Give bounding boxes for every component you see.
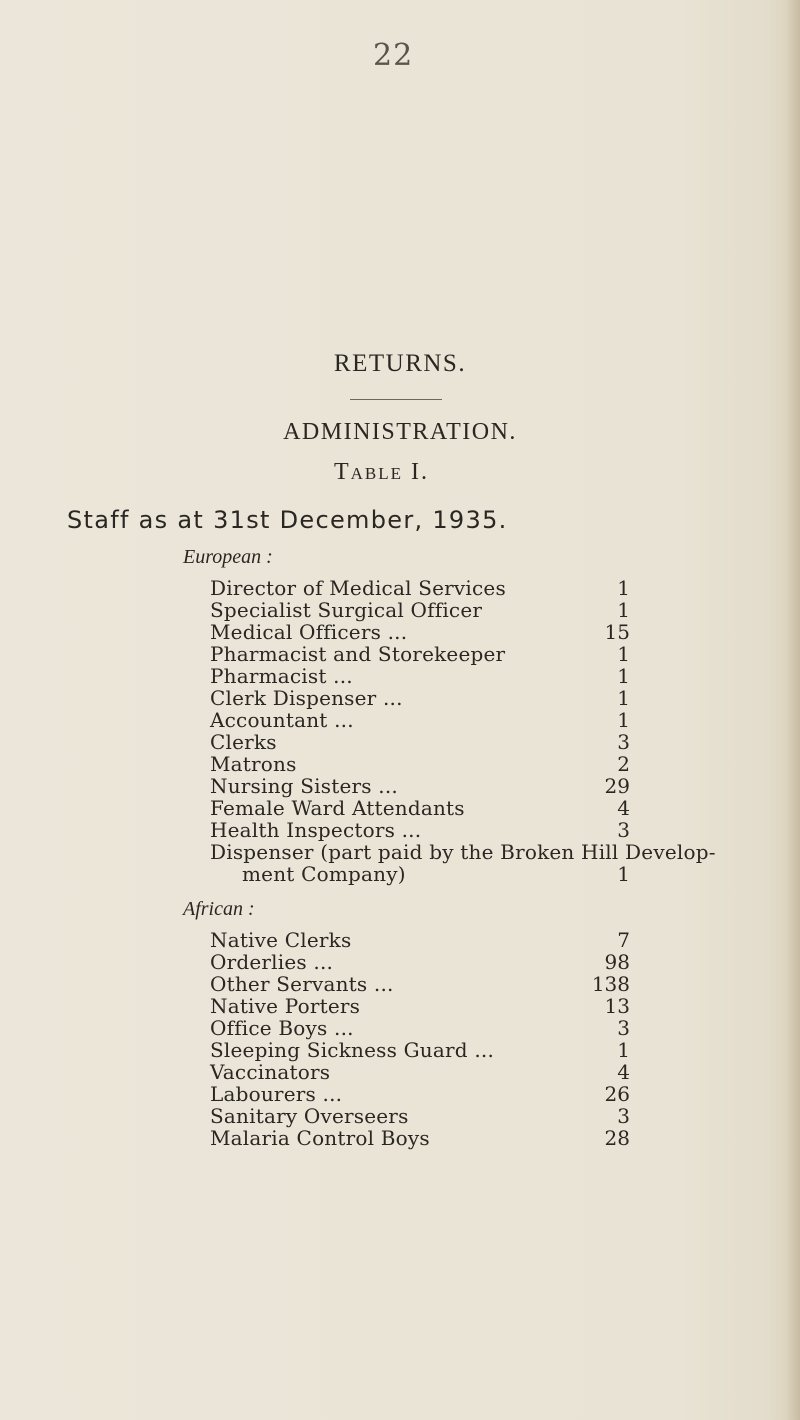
row-label: Nursing Sisters ...: [210, 774, 398, 798]
row-label: Native Porters: [210, 994, 361, 1018]
table-row: [210, 950, 630, 972]
row-label: Clerk Dispenser ...: [210, 686, 403, 710]
row-value: 98: [604, 950, 630, 974]
row-label: Sanitary Overseers: [210, 1104, 409, 1128]
row-value: 2: [617, 752, 630, 776]
row-value: 4: [617, 796, 630, 820]
row-value: 1: [617, 642, 630, 666]
row-value: 1: [617, 862, 630, 886]
row-label: Specialist Surgical Officer: [210, 598, 483, 622]
european-section-label: European :: [183, 546, 273, 568]
table-row: [210, 642, 630, 664]
row-label: Director of Medical Services: [210, 576, 506, 600]
african-section-label: African :: [183, 898, 255, 920]
table-row: [210, 664, 630, 686]
row-label: Native Clerks: [210, 928, 352, 952]
table-row-continuation: [210, 862, 630, 884]
row-label: Matrons: [210, 752, 297, 776]
table-row: [210, 928, 630, 950]
table-row: [210, 796, 630, 818]
row-label: Clerks: [210, 730, 277, 754]
row-value: 13: [604, 994, 630, 1018]
table-row: [210, 598, 630, 620]
row-value: 1: [617, 1038, 630, 1062]
row-label: Vaccinators: [210, 1060, 331, 1084]
row-label: Female Ward Attendants: [210, 796, 465, 820]
page-title: RETURNS.: [333, 350, 467, 377]
table-row: [210, 1082, 630, 1104]
row-value: 1: [617, 708, 630, 732]
table-row: [210, 840, 716, 864]
table-row: [210, 972, 630, 994]
table-row: [210, 708, 630, 730]
table-row: [210, 576, 630, 598]
table-row: [210, 1104, 630, 1126]
row-value: 3: [617, 818, 630, 842]
row-label: Medical Officers ...: [210, 620, 408, 644]
row-label: Health Inspectors ...: [210, 818, 422, 842]
table-row: [210, 994, 630, 1016]
row-value: 138: [591, 972, 630, 996]
row-value: 28: [604, 1126, 630, 1150]
row-value: 7: [617, 928, 630, 952]
row-label: Pharmacist ...: [210, 664, 353, 688]
row-label: Other Servants ...: [210, 972, 394, 996]
row-value: 1: [617, 598, 630, 622]
row-value: 3: [617, 1104, 630, 1128]
row-label: Sleeping Sickness Guard ...: [210, 1038, 495, 1062]
row-value: 15: [604, 620, 630, 644]
row-value: 1: [617, 664, 630, 688]
row-value: 1: [617, 576, 630, 600]
page-edge-shadow: [786, 0, 800, 1420]
section-title: ADMINISTRATION.: [283, 419, 517, 445]
row-value: 3: [617, 730, 630, 754]
table-row: [210, 686, 630, 708]
table-row: [210, 620, 630, 642]
row-value: 3: [617, 1016, 630, 1040]
table-label: Table I.: [334, 459, 430, 485]
table-row: [210, 1060, 630, 1082]
row-label: Malaria Control Boys: [210, 1126, 430, 1150]
row-label-continuation: ment Company): [242, 862, 406, 886]
row-value: 29: [604, 774, 630, 798]
title-underline-divider: [350, 399, 442, 400]
table-row: [210, 1016, 630, 1038]
page-number: 22: [373, 38, 414, 73]
row-value: 4: [617, 1060, 630, 1084]
row-label: Orderlies ...: [210, 950, 334, 974]
table-row: [210, 730, 630, 752]
row-label: Dispenser (part paid by the Broken Hill Develop-: [210, 840, 716, 864]
row-label: Pharmacist and Storekeeper: [210, 642, 506, 666]
row-value: 1: [617, 686, 630, 710]
row-label: Office Boys ...: [210, 1016, 354, 1040]
table-row: [210, 752, 630, 774]
row-label: Accountant ...: [210, 708, 354, 732]
table-row: [210, 774, 630, 796]
staff-heading: Staff as at 31st December, 1935.: [67, 506, 508, 534]
row-value: 26: [604, 1082, 630, 1106]
table-row: [210, 1126, 630, 1148]
table-row: [210, 818, 630, 840]
table-row: [210, 1038, 630, 1060]
row-label: Labourers ...: [210, 1082, 343, 1106]
